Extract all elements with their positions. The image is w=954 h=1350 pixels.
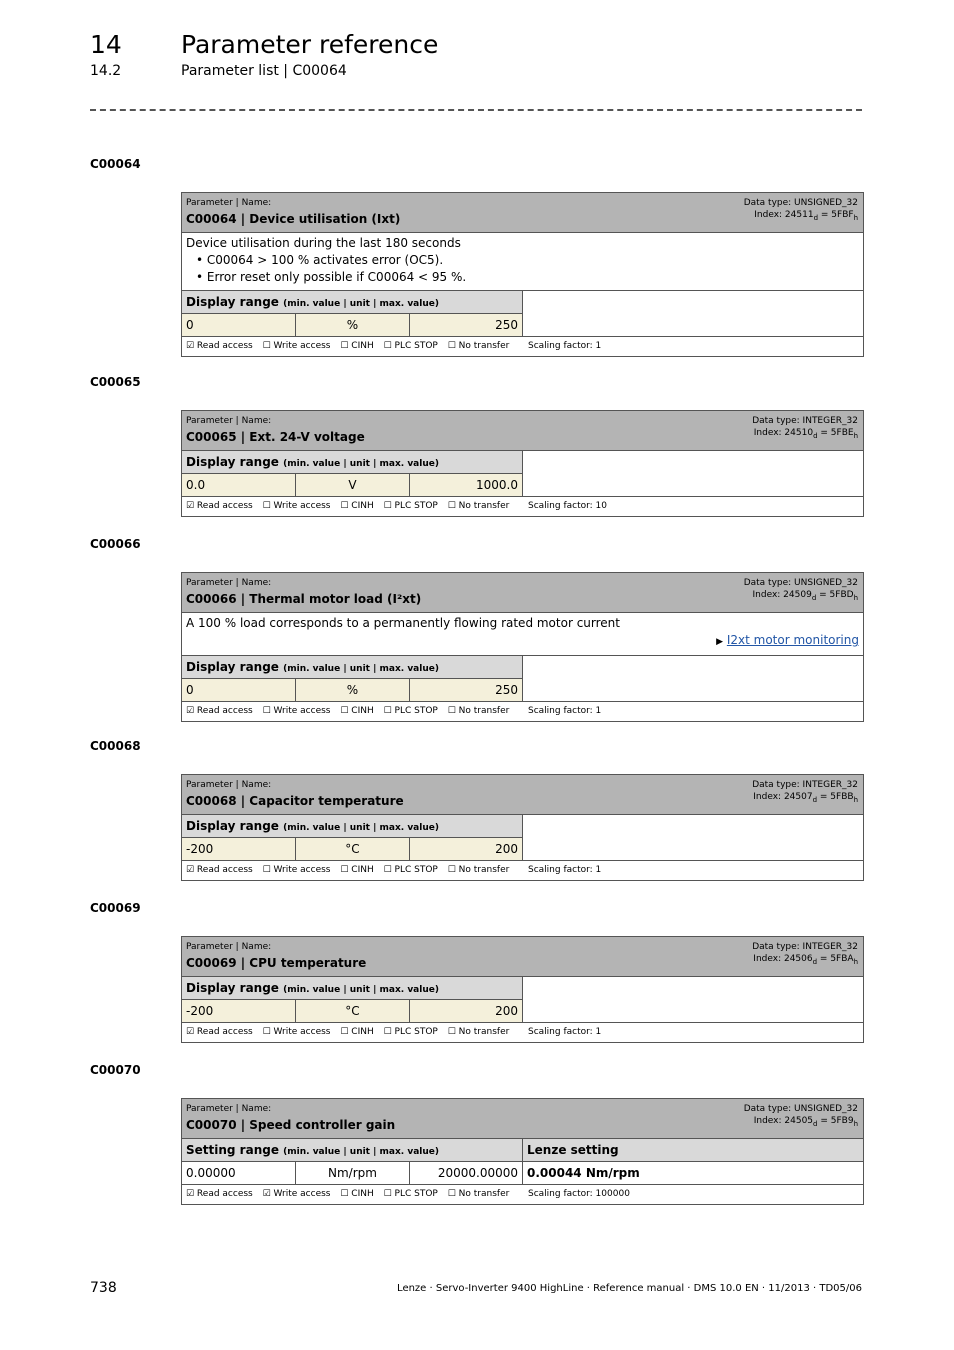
parameter-index: Index: $24507_d = 5FBB_h$ [753, 792, 858, 804]
min-value: 0 [182, 314, 296, 336]
range-block [182, 977, 863, 1023]
range-block [182, 815, 863, 861]
parameter-table-c00064 [181, 192, 864, 357]
footer-text: Lenze · Servo-Inverter 9400 HighLine · Reference manual · DMS 10.0 EN · 11/2013 · TD05/06 [397, 1283, 862, 1294]
scaling-factor: Scaling factor: 1 [528, 706, 602, 716]
section-label-c00064: C00064 [90, 157, 141, 171]
section-label-c00066: C00066 [90, 537, 141, 551]
unit: °C [296, 1000, 410, 1022]
unit: V [296, 474, 410, 496]
parameter-name: C00064 | Device utilisation (Ixt) [186, 212, 401, 226]
parameter-name-label: Parameter | Name: [186, 578, 272, 588]
read-access: ☑ Read access [186, 341, 253, 351]
write-access: ☐ Write access [262, 341, 331, 351]
parameter-header [182, 937, 863, 977]
read-access: ☑ Read access [186, 865, 253, 875]
min-value: 0.00000 [182, 1162, 296, 1184]
lenze-setting-title: Lenze setting [523, 1139, 863, 1162]
access-footer [182, 861, 863, 880]
parameter-table-c00066 [181, 572, 864, 722]
unit: Nm/rpm [296, 1162, 410, 1184]
chapter-number: 14 [90, 30, 122, 59]
parameter-name: C00066 | Thermal motor load (I²xt) [186, 592, 422, 606]
access-footer [182, 497, 863, 516]
no-transfer: ☐ No transfer [447, 865, 510, 875]
unit: °C [296, 838, 410, 860]
description-bullet: • C00064 > 100 % activates error (OC5). [196, 253, 444, 267]
parameter-name-label: Parameter | Name: [186, 1104, 272, 1114]
parameter-index: Index: $24509_d = 5FBD_h$ [752, 590, 858, 602]
chapter-title: Parameter reference [181, 30, 439, 59]
parameter-header [182, 411, 863, 451]
plc-stop: ☐ PLC STOP [383, 865, 438, 875]
range-title: Setting range (min. value | unit | max. value) [182, 1139, 522, 1162]
no-transfer: ☐ No transfer [447, 341, 510, 351]
min-value: -200 [182, 1000, 296, 1022]
description-bullet: • Error reset only possible if C00064 < 95 %. [196, 270, 467, 284]
parameter-table-c00070 [181, 1098, 864, 1205]
parameter-name: C00070 | Speed controller gain [186, 1118, 396, 1132]
parameter-table-c00069 [181, 936, 864, 1043]
read-access: ☑ Read access [186, 1027, 253, 1037]
parameter-name: C00069 | CPU temperature [186, 956, 367, 970]
access-footer [182, 1185, 863, 1204]
read-access: ☑ Read access [186, 1189, 253, 1199]
cinh: ☐ CINH [340, 1189, 374, 1199]
header-divider [90, 109, 862, 111]
parameter-description [182, 613, 863, 656]
plc-stop: ☐ PLC STOP [383, 1189, 438, 1199]
parameter-name-label: Parameter | Name: [186, 198, 272, 208]
parameter-index: Index: $24505_d = 5FB9_h$ [753, 1116, 858, 1128]
range-title: Display range (min. value | unit | max. value) [182, 451, 522, 474]
no-transfer: ☐ No transfer [447, 1027, 510, 1037]
parameter-name: C00068 | Capacitor temperature [186, 794, 404, 808]
unit: % [296, 679, 410, 701]
cinh: ☐ CINH [340, 865, 374, 875]
data-type: Data type: INTEGER_32 [752, 416, 858, 426]
max-value: 20000.00000 [437, 1166, 518, 1180]
access-footer [182, 1023, 863, 1042]
section-number: 14.2 [90, 63, 122, 79]
parameter-header [182, 775, 863, 815]
description-text: Device utilisation during the last 180 seconds [186, 236, 461, 250]
parameter-header [182, 1099, 863, 1139]
parameter-description [182, 233, 863, 291]
max-value: 200 [495, 1004, 518, 1018]
parameter-header [182, 193, 863, 233]
write-access: ☐ Write access [262, 706, 331, 716]
range-block [182, 1139, 863, 1185]
scaling-factor: Scaling factor: 100000 [528, 1189, 630, 1199]
i2xt-monitoring-link[interactable]: I2xt motor monitoring [726, 633, 859, 647]
parameter-table-c00065 [181, 410, 864, 517]
scaling-factor: Scaling factor: 10 [528, 501, 608, 511]
cinh: ☐ CINH [340, 706, 374, 716]
parameter-name-label: Parameter | Name: [186, 942, 272, 952]
parameter-index: Index: $24506_d = 5FBA_h$ [753, 954, 858, 966]
scaling-factor: Scaling factor: 1 [528, 1027, 602, 1037]
lenze-setting-value: 0.00044 Nm/rpm [527, 1166, 640, 1180]
cinh: ☐ CINH [340, 1027, 374, 1037]
min-value: 0 [182, 679, 296, 701]
range-title: Display range (min. value | unit | max. value) [182, 977, 522, 1000]
scaling-factor: Scaling factor: 1 [528, 341, 602, 351]
section-label-c00070: C00070 [90, 1063, 141, 1077]
max-value: 200 [495, 842, 518, 856]
triangle-right-icon: ▶ [716, 637, 724, 647]
plc-stop: ☐ PLC STOP [383, 1027, 438, 1037]
range-title: Display range (min. value | unit | max. value) [182, 656, 522, 679]
data-type: Data type: INTEGER_32 [752, 780, 858, 790]
plc-stop: ☐ PLC STOP [383, 501, 438, 511]
write-access: ☐ Write access [262, 865, 331, 875]
parameter-table-c00068 [181, 774, 864, 881]
no-transfer: ☐ No transfer [447, 1189, 510, 1199]
unit: % [296, 314, 410, 336]
max-value: 1000.0 [476, 478, 518, 492]
max-value: 250 [495, 318, 518, 332]
parameter-name-label: Parameter | Name: [186, 416, 272, 426]
max-value: 250 [495, 683, 518, 697]
parameter-name: C00065 | Ext. 24-V voltage [186, 430, 365, 444]
parameter-index: Index: $24511_d = 5FBF_h$ [754, 210, 858, 222]
parameter-name-label: Parameter | Name: [186, 780, 272, 790]
access-footer [182, 702, 863, 721]
data-type: Data type: INTEGER_32 [752, 942, 858, 952]
min-value: 0.0 [182, 474, 296, 496]
read-access: ☑ Read access [186, 706, 253, 716]
page-number: 738 [90, 1280, 117, 1296]
write-access: ☑ Write access [262, 1189, 331, 1199]
data-type: Data type: UNSIGNED_32 [743, 198, 858, 208]
parameter-header [182, 573, 863, 613]
access-footer [182, 337, 863, 356]
cinh: ☐ CINH [340, 501, 374, 511]
data-type: Data type: UNSIGNED_32 [743, 1104, 858, 1114]
data-type: Data type: UNSIGNED_32 [743, 578, 858, 588]
description-text: A 100 % load corresponds to a permanently flowing rated motor current [186, 616, 620, 630]
write-access: ☐ Write access [262, 1027, 331, 1037]
scaling-factor: Scaling factor: 1 [528, 865, 602, 875]
range-block [182, 451, 863, 497]
range-block [182, 656, 863, 702]
section-label-c00068: C00068 [90, 739, 141, 753]
cinh: ☐ CINH [340, 341, 374, 351]
parameter-index: Index: $24510_d = 5FBE_h$ [753, 428, 858, 440]
range-block [182, 291, 863, 337]
plc-stop: ☐ PLC STOP [383, 706, 438, 716]
min-value: -200 [182, 838, 296, 860]
read-access: ☑ Read access [186, 501, 253, 511]
range-title: Display range (min. value | unit | max. value) [182, 815, 522, 838]
section-title: Parameter list | C00064 [181, 63, 347, 79]
no-transfer: ☐ No transfer [447, 501, 510, 511]
plc-stop: ☐ PLC STOP [383, 341, 438, 351]
no-transfer: ☐ No transfer [447, 706, 510, 716]
section-label-c00065: C00065 [90, 375, 141, 389]
section-label-c00069: C00069 [90, 901, 141, 915]
range-title: Display range (min. value | unit | max. value) [182, 291, 522, 314]
write-access: ☐ Write access [262, 501, 331, 511]
